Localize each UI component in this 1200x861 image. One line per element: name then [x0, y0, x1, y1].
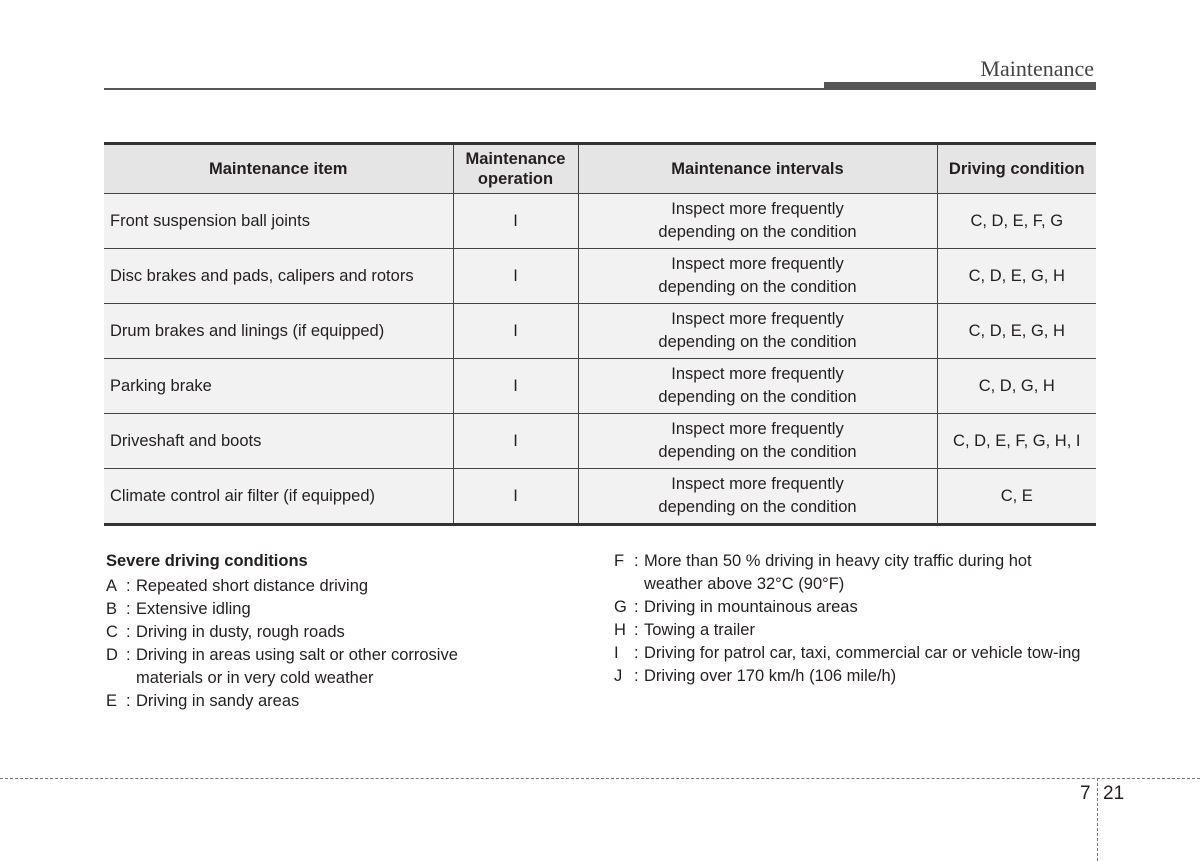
interval-line: Inspect more frequently [671, 310, 844, 328]
condition-cell: C, D, E, G, H [937, 249, 1096, 304]
condition-colon: : [634, 644, 639, 662]
table-row [104, 304, 1096, 359]
condition-text: Driving over 170 km/h (106 mile/h) [644, 667, 897, 685]
interval-line: Inspect more frequently [671, 200, 844, 218]
interval-line: Inspect more frequently [671, 420, 844, 438]
severe-conditions-left [106, 550, 526, 713]
interval-cell [578, 194, 937, 249]
page-number: 21 [1103, 783, 1125, 804]
condition-item [614, 642, 1094, 665]
condition-cell: C, D, E, F, G [937, 194, 1096, 249]
item-cell: Disc brakes and pads, calipers and rotors [104, 249, 453, 304]
condition-text: Driving in areas using salt or other corrosive materials or in very cold weather [136, 646, 458, 687]
interval-line: Inspect more frequently [671, 475, 844, 493]
table-row [104, 414, 1096, 469]
condition-colon: : [126, 646, 131, 664]
condition-colon: : [634, 552, 639, 570]
condition-item [106, 690, 526, 713]
interval-line: depending on the condition [658, 333, 857, 351]
footer-dashed-divider [1097, 778, 1098, 861]
condition-letter: G [614, 598, 627, 616]
condition-letter: B [106, 600, 118, 618]
condition-item [614, 619, 1094, 642]
condition-cell: C, E [937, 469, 1096, 525]
operation-cell: I [453, 359, 578, 414]
condition-letter: F [614, 552, 625, 570]
interval-line: depending on the condition [658, 278, 857, 296]
interval-line: Inspect more frequently [671, 255, 844, 273]
condition-letter: E [106, 692, 118, 710]
condition-colon: : [126, 577, 131, 595]
section-title: Maintenance [980, 56, 1094, 81]
condition-letter: C [106, 623, 118, 641]
condition-cell: C, D, E, G, H [937, 304, 1096, 359]
condition-letter: H [614, 621, 626, 639]
operation-cell: I [453, 249, 578, 304]
condition-colon: : [126, 600, 131, 618]
table-row [104, 194, 1096, 249]
table-row [104, 249, 1096, 304]
condition-letter: I [614, 644, 619, 662]
condition-text: Driving for patrol car, taxi, commercial car or vehicle tow-ing [644, 644, 1081, 662]
condition-cell: C, D, E, F, G, H, I [937, 414, 1096, 469]
condition-text: Driving in dusty, rough roads [136, 623, 345, 641]
operation-cell: I [453, 414, 578, 469]
column-header: Driving condition [937, 144, 1096, 194]
table-header-row [104, 144, 1096, 194]
condition-text: More than 50 % driving in heavy city traffic during hot weather above 32°C (90°F) [644, 552, 1032, 593]
maintenance-table [104, 142, 1096, 526]
condition-letter: J [614, 667, 623, 685]
interval-cell [578, 469, 937, 525]
item-cell: Climate control air filter (if equipped) [104, 469, 453, 525]
condition-colon: : [634, 667, 639, 685]
condition-item [614, 665, 1094, 688]
condition-text: Towing a trailer [644, 621, 755, 639]
header-rule [104, 88, 824, 90]
condition-colon: : [126, 692, 131, 710]
interval-line: depending on the condition [658, 498, 857, 516]
item-cell: Front suspension ball joints [104, 194, 453, 249]
severe-conditions-heading: Severe driving conditions [106, 552, 308, 570]
item-cell: Driveshaft and boots [104, 414, 453, 469]
column-header: Maintenance operation [453, 144, 578, 194]
operation-cell: I [453, 194, 578, 249]
condition-item [106, 621, 526, 644]
table-row [104, 469, 1096, 525]
table-row [104, 359, 1096, 414]
interval-line: Inspect more frequently [671, 365, 844, 383]
interval-cell [578, 249, 937, 304]
chapter-number: 7 [1080, 783, 1091, 804]
operation-cell: I [453, 469, 578, 525]
condition-letter: D [106, 646, 118, 664]
condition-cell: C, D, G, H [937, 359, 1096, 414]
item-cell: Parking brake [104, 359, 453, 414]
condition-item [106, 644, 526, 690]
condition-text: Driving in mountainous areas [644, 598, 858, 616]
condition-text: Driving in sandy areas [136, 692, 300, 710]
condition-item [106, 575, 526, 598]
interval-line: depending on the condition [658, 388, 857, 406]
interval-cell [578, 304, 937, 359]
condition-text: Extensive idling [136, 600, 251, 618]
interval-line: depending on the condition [658, 223, 857, 241]
column-header: Maintenance item [104, 144, 453, 194]
item-cell: Drum brakes and linings (if equipped) [104, 304, 453, 359]
severe-conditions-right [614, 550, 1094, 688]
interval-cell [578, 359, 937, 414]
header-rule-accent [824, 82, 1096, 90]
condition-colon: : [634, 598, 639, 616]
condition-colon: : [126, 623, 131, 641]
footer-dashed-rule [0, 778, 1200, 779]
condition-item [614, 550, 1094, 596]
condition-item [106, 598, 526, 621]
condition-text: Repeated short distance driving [136, 577, 369, 595]
condition-colon: : [634, 621, 639, 639]
column-header: Maintenance intervals [578, 144, 937, 194]
condition-letter: A [106, 577, 118, 595]
interval-line: depending on the condition [658, 443, 857, 461]
operation-cell: I [453, 304, 578, 359]
interval-cell [578, 414, 937, 469]
condition-item [614, 596, 1094, 619]
